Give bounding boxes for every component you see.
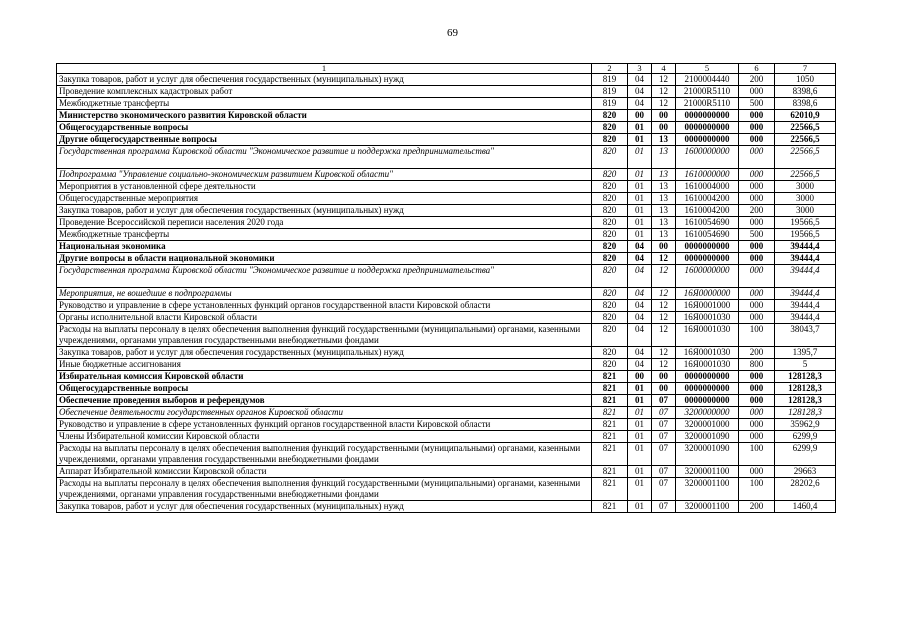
header-cell-5: 5 xyxy=(676,64,739,74)
row-subsection-cell: 13 xyxy=(652,134,676,146)
row-name-cell: Межбюджетные трансферты xyxy=(57,229,592,241)
row-expense-type-cell: 500 xyxy=(739,229,775,241)
row-section-cell: 00 xyxy=(628,110,652,122)
row-subsection-cell: 12 xyxy=(652,359,676,371)
row-admin-code-cell: 821 xyxy=(592,431,628,443)
row-amount-cell: 1460,4 xyxy=(775,501,836,513)
row-amount-cell: 39444,4 xyxy=(775,253,836,265)
row-amount-cell: 39444,4 xyxy=(775,300,836,312)
row-section-cell: 04 xyxy=(628,324,652,347)
row-amount-cell: 8398,6 xyxy=(775,86,836,98)
table-row xyxy=(57,110,836,122)
table-row xyxy=(57,98,836,110)
page-number: 69 xyxy=(447,27,458,39)
row-amount-cell: 39444,4 xyxy=(775,288,836,300)
table-row xyxy=(57,253,836,265)
row-admin-code-cell: 821 xyxy=(592,407,628,419)
header-cell-4: 4 xyxy=(652,64,676,74)
row-name-cell: Закупка товаров, работ и услуг для обеспечения государственных (муниципальных) нужд xyxy=(57,74,592,86)
row-amount-cell: 29663 xyxy=(775,466,836,478)
row-target-article-cell: 21000R5110 xyxy=(676,98,739,110)
table-row xyxy=(57,312,836,324)
row-subsection-cell: 12 xyxy=(652,86,676,98)
table-row xyxy=(57,300,836,312)
row-target-article-cell: 3200001100 xyxy=(676,501,739,513)
row-admin-code-cell: 820 xyxy=(592,205,628,217)
row-admin-code-cell: 821 xyxy=(592,395,628,407)
row-subsection-cell: 07 xyxy=(652,443,676,466)
row-admin-code-cell: 821 xyxy=(592,443,628,466)
row-expense-type-cell: 000 xyxy=(739,253,775,265)
row-expense-type-cell: 000 xyxy=(739,407,775,419)
row-name-cell: Общегосударственные мероприятия xyxy=(57,193,592,205)
row-admin-code-cell: 821 xyxy=(592,478,628,501)
row-expense-type-cell: 100 xyxy=(739,324,775,347)
row-amount-cell: 39444,4 xyxy=(775,241,836,253)
row-subsection-cell: 12 xyxy=(652,347,676,359)
row-amount-cell: 3000 xyxy=(775,181,836,193)
row-expense-type-cell: 000 xyxy=(739,217,775,229)
row-expense-type-cell: 000 xyxy=(739,241,775,253)
row-admin-code-cell: 820 xyxy=(592,134,628,146)
row-target-article-cell: 16Я0001000 xyxy=(676,300,739,312)
row-admin-code-cell: 820 xyxy=(592,241,628,253)
row-expense-type-cell: 000 xyxy=(739,181,775,193)
row-section-cell: 01 xyxy=(628,122,652,134)
row-name-cell: Подпрограмма "Управление социально-экономическим развитием Кировской области" xyxy=(57,169,592,181)
row-amount-cell: 6299,9 xyxy=(775,443,836,466)
row-expense-type-cell: 000 xyxy=(739,466,775,478)
row-subsection-cell: 13 xyxy=(652,205,676,217)
table-row xyxy=(57,288,836,300)
row-name-cell: Министерство экономического развития Кировской области xyxy=(57,110,592,122)
row-subsection-cell: 07 xyxy=(652,501,676,513)
row-amount-cell: 28202,6 xyxy=(775,478,836,501)
row-admin-code-cell: 819 xyxy=(592,74,628,86)
row-target-article-cell: 16Я0000000 xyxy=(676,288,739,300)
row-target-article-cell: 1600000000 xyxy=(676,265,739,288)
row-target-article-cell: 3200000000 xyxy=(676,407,739,419)
row-subsection-cell: 00 xyxy=(652,371,676,383)
header-cell-1: 1 xyxy=(57,64,592,74)
row-admin-code-cell: 820 xyxy=(592,265,628,288)
row-section-cell: 01 xyxy=(628,478,652,501)
row-name-cell: Другие вопросы в области национальной экономики xyxy=(57,253,592,265)
row-target-article-cell: 1610000000 xyxy=(676,169,739,181)
row-target-article-cell: 0000000000 xyxy=(676,395,739,407)
row-admin-code-cell: 821 xyxy=(592,371,628,383)
row-expense-type-cell: 000 xyxy=(739,371,775,383)
row-section-cell: 04 xyxy=(628,265,652,288)
row-section-cell: 01 xyxy=(628,193,652,205)
row-subsection-cell: 13 xyxy=(652,229,676,241)
row-subsection-cell: 07 xyxy=(652,431,676,443)
row-name-cell: Иные бюджетные ассигнования xyxy=(57,359,592,371)
row-name-cell: Расходы на выплаты персоналу в целях обеспечения выполнения функций государственными (муниципальными) органами, казенными учреждениями, органами управления государственными внебюджетными фондами xyxy=(57,443,592,466)
row-target-article-cell: 3200001100 xyxy=(676,466,739,478)
row-subsection-cell: 12 xyxy=(652,74,676,86)
table-row xyxy=(57,383,836,395)
row-subsection-cell: 12 xyxy=(652,288,676,300)
row-subsection-cell: 07 xyxy=(652,466,676,478)
row-admin-code-cell: 820 xyxy=(592,300,628,312)
row-name-cell: Обеспечение проведения выборов и референдумов xyxy=(57,395,592,407)
table-row xyxy=(57,134,836,146)
row-amount-cell: 3000 xyxy=(775,205,836,217)
row-target-article-cell: 16Я0001030 xyxy=(676,324,739,347)
row-name-cell: Аппарат Избирательной комиссии Кировской области xyxy=(57,466,592,478)
row-section-cell: 01 xyxy=(628,217,652,229)
row-admin-code-cell: 820 xyxy=(592,253,628,265)
row-target-article-cell: 0000000000 xyxy=(676,122,739,134)
row-expense-type-cell: 000 xyxy=(739,169,775,181)
row-amount-cell: 19566,5 xyxy=(775,217,836,229)
table-row xyxy=(57,217,836,229)
row-name-cell: Расходы на выплаты персоналу в целях обеспечения выполнения функций государственными (муниципальными) органами, казенными учреждениями, органами управления государственными внебюджетными фондами xyxy=(57,478,592,501)
row-amount-cell: 128128,3 xyxy=(775,407,836,419)
row-admin-code-cell: 820 xyxy=(592,312,628,324)
row-subsection-cell: 00 xyxy=(652,122,676,134)
row-amount-cell: 39444,4 xyxy=(775,312,836,324)
row-target-article-cell: 16Я0001030 xyxy=(676,312,739,324)
row-subsection-cell: 00 xyxy=(652,241,676,253)
row-subsection-cell: 00 xyxy=(652,110,676,122)
row-subsection-cell: 12 xyxy=(652,265,676,288)
table-row xyxy=(57,146,836,169)
row-subsection-cell: 12 xyxy=(652,312,676,324)
row-expense-type-cell: 800 xyxy=(739,359,775,371)
row-admin-code-cell: 820 xyxy=(592,347,628,359)
row-target-article-cell: 0000000000 xyxy=(676,241,739,253)
row-admin-code-cell: 821 xyxy=(592,466,628,478)
row-target-article-cell: 1610054690 xyxy=(676,229,739,241)
row-amount-cell: 35962,9 xyxy=(775,419,836,431)
table-row xyxy=(57,443,836,466)
row-target-article-cell: 0000000000 xyxy=(676,253,739,265)
row-target-article-cell: 16Я0001030 xyxy=(676,347,739,359)
row-section-cell: 01 xyxy=(628,134,652,146)
row-name-cell: Закупка товаров, работ и услуг для обеспечения государственных (муниципальных) нужд xyxy=(57,501,592,513)
row-name-cell: Члены Избирательной комиссии Кировской области xyxy=(57,431,592,443)
row-admin-code-cell: 819 xyxy=(592,86,628,98)
row-name-cell: Мероприятия, не вошедшие в подпрограммы xyxy=(57,288,592,300)
table-row xyxy=(57,395,836,407)
row-section-cell: 01 xyxy=(628,443,652,466)
row-name-cell: Проведение комплексных кадастровых работ xyxy=(57,86,592,98)
row-section-cell: 04 xyxy=(628,312,652,324)
row-expense-type-cell: 200 xyxy=(739,74,775,86)
row-name-cell: Расходы на выплаты персоналу в целях обеспечения выполнения функций государственными (муниципальными) органами, казенными учреждениями, органами управления государственными внебюджетными фондами xyxy=(57,324,592,347)
row-name-cell: Межбюджетные трансферты xyxy=(57,98,592,110)
row-amount-cell: 22566,5 xyxy=(775,122,836,134)
row-section-cell: 01 xyxy=(628,407,652,419)
table-row xyxy=(57,324,836,347)
budget-table xyxy=(56,63,836,513)
table-row xyxy=(57,265,836,288)
row-target-article-cell: 3200001090 xyxy=(676,431,739,443)
row-name-cell: Органы исполнительной власти Кировской области xyxy=(57,312,592,324)
row-name-cell: Закупка товаров, работ и услуг для обеспечения государственных (муниципальных) нужд xyxy=(57,205,592,217)
row-admin-code-cell: 820 xyxy=(592,169,628,181)
table-row xyxy=(57,229,836,241)
row-admin-code-cell: 820 xyxy=(592,288,628,300)
row-section-cell: 01 xyxy=(628,205,652,217)
row-admin-code-cell: 820 xyxy=(592,217,628,229)
row-name-cell: Избирательная комиссия Кировской области xyxy=(57,371,592,383)
row-amount-cell: 22566,5 xyxy=(775,134,836,146)
row-admin-code-cell: 820 xyxy=(592,229,628,241)
row-admin-code-cell: 820 xyxy=(592,359,628,371)
row-target-article-cell: 3200001100 xyxy=(676,478,739,501)
header-cell-3: 3 xyxy=(628,64,652,74)
table-row xyxy=(57,419,836,431)
row-target-article-cell: 1610004200 xyxy=(676,193,739,205)
row-expense-type-cell: 000 xyxy=(739,134,775,146)
row-admin-code-cell: 820 xyxy=(592,181,628,193)
table-row xyxy=(57,466,836,478)
row-name-cell: Национальная экономика xyxy=(57,241,592,253)
row-expense-type-cell: 200 xyxy=(739,347,775,359)
row-section-cell: 01 xyxy=(628,466,652,478)
header-cell-7: 7 xyxy=(775,64,836,74)
row-amount-cell: 1050 xyxy=(775,74,836,86)
row-expense-type-cell: 000 xyxy=(739,110,775,122)
row-expense-type-cell: 000 xyxy=(739,300,775,312)
table-row xyxy=(57,359,836,371)
row-amount-cell: 22566,5 xyxy=(775,169,836,181)
row-subsection-cell: 13 xyxy=(652,193,676,205)
row-section-cell: 01 xyxy=(628,181,652,193)
row-amount-cell: 19566,5 xyxy=(775,229,836,241)
row-expense-type-cell: 100 xyxy=(739,443,775,466)
row-amount-cell: 3000 xyxy=(775,193,836,205)
row-target-article-cell: 0000000000 xyxy=(676,383,739,395)
row-section-cell: 04 xyxy=(628,347,652,359)
row-subsection-cell: 07 xyxy=(652,407,676,419)
table-row xyxy=(57,205,836,217)
row-target-article-cell: 3200001090 xyxy=(676,443,739,466)
table-row xyxy=(57,74,836,86)
header-cell-6: 6 xyxy=(739,64,775,74)
row-expense-type-cell: 000 xyxy=(739,86,775,98)
row-section-cell: 01 xyxy=(628,395,652,407)
row-amount-cell: 128128,3 xyxy=(775,371,836,383)
row-admin-code-cell: 821 xyxy=(592,419,628,431)
row-admin-code-cell: 821 xyxy=(592,383,628,395)
row-expense-type-cell: 200 xyxy=(739,501,775,513)
row-expense-type-cell: 000 xyxy=(739,122,775,134)
row-amount-cell: 39444,4 xyxy=(775,265,836,288)
row-admin-code-cell: 821 xyxy=(592,501,628,513)
row-amount-cell: 38043,7 xyxy=(775,324,836,347)
row-name-cell: Общегосударственные вопросы xyxy=(57,383,592,395)
table-row xyxy=(57,86,836,98)
row-target-article-cell: 21000R5110 xyxy=(676,86,739,98)
row-amount-cell: 1395,7 xyxy=(775,347,836,359)
row-section-cell: 04 xyxy=(628,98,652,110)
row-target-article-cell: 0000000000 xyxy=(676,371,739,383)
row-section-cell: 01 xyxy=(628,383,652,395)
row-section-cell: 04 xyxy=(628,288,652,300)
row-section-cell: 04 xyxy=(628,359,652,371)
row-section-cell: 01 xyxy=(628,169,652,181)
row-section-cell: 04 xyxy=(628,241,652,253)
row-amount-cell: 128128,3 xyxy=(775,383,836,395)
row-name-cell: Проведение Всероссийской переписи населения 2020 года xyxy=(57,217,592,229)
row-section-cell: 01 xyxy=(628,146,652,169)
table-row xyxy=(57,407,836,419)
table-row xyxy=(57,431,836,443)
row-expense-type-cell: 100 xyxy=(739,478,775,501)
row-name-cell: Мероприятия в установленной сфере деятельности xyxy=(57,181,592,193)
table-row xyxy=(57,347,836,359)
row-expense-type-cell: 000 xyxy=(739,312,775,324)
row-subsection-cell: 00 xyxy=(652,383,676,395)
row-subsection-cell: 13 xyxy=(652,181,676,193)
table-row xyxy=(57,169,836,181)
header-cell-2: 2 xyxy=(592,64,628,74)
row-target-article-cell: 1610054690 xyxy=(676,217,739,229)
row-subsection-cell: 13 xyxy=(652,217,676,229)
row-admin-code-cell: 820 xyxy=(592,110,628,122)
row-subsection-cell: 12 xyxy=(652,324,676,347)
row-expense-type-cell: 000 xyxy=(739,419,775,431)
row-admin-code-cell: 820 xyxy=(592,193,628,205)
row-section-cell: 01 xyxy=(628,431,652,443)
row-name-cell: Обеспечение деятельности государственных органов Кировской области xyxy=(57,407,592,419)
row-target-article-cell: 1610004000 xyxy=(676,181,739,193)
row-section-cell: 01 xyxy=(628,419,652,431)
row-expense-type-cell: 000 xyxy=(739,265,775,288)
row-expense-type-cell: 500 xyxy=(739,98,775,110)
table-row xyxy=(57,193,836,205)
row-amount-cell: 6299,9 xyxy=(775,431,836,443)
table-row xyxy=(57,501,836,513)
row-amount-cell: 8398,6 xyxy=(775,98,836,110)
row-subsection-cell: 07 xyxy=(652,419,676,431)
row-amount-cell: 62010,9 xyxy=(775,110,836,122)
row-amount-cell: 5 xyxy=(775,359,836,371)
row-target-article-cell: 3200001000 xyxy=(676,419,739,431)
row-expense-type-cell: 000 xyxy=(739,146,775,169)
row-expense-type-cell: 000 xyxy=(739,383,775,395)
row-expense-type-cell: 000 xyxy=(739,431,775,443)
row-subsection-cell: 13 xyxy=(652,169,676,181)
row-amount-cell: 22566,5 xyxy=(775,146,836,169)
row-subsection-cell: 12 xyxy=(652,253,676,265)
row-name-cell: Государственная программа Кировской области "Экономическое развитие и поддержка предпринимательства" xyxy=(57,265,592,288)
row-subsection-cell: 12 xyxy=(652,98,676,110)
row-subsection-cell: 07 xyxy=(652,395,676,407)
row-target-article-cell: 16Я0001030 xyxy=(676,359,739,371)
table-row xyxy=(57,241,836,253)
row-section-cell: 04 xyxy=(628,253,652,265)
row-amount-cell: 128128,3 xyxy=(775,395,836,407)
table-row xyxy=(57,478,836,501)
row-expense-type-cell: 000 xyxy=(739,288,775,300)
row-admin-code-cell: 819 xyxy=(592,98,628,110)
row-expense-type-cell: 000 xyxy=(739,193,775,205)
row-name-cell: Общегосударственные вопросы xyxy=(57,122,592,134)
row-section-cell: 00 xyxy=(628,371,652,383)
table-row xyxy=(57,122,836,134)
table-row xyxy=(57,181,836,193)
row-target-article-cell: 0000000000 xyxy=(676,110,739,122)
row-target-article-cell: 2100004440 xyxy=(676,74,739,86)
row-section-cell: 01 xyxy=(628,501,652,513)
row-section-cell: 01 xyxy=(628,229,652,241)
row-section-cell: 04 xyxy=(628,86,652,98)
row-name-cell: Закупка товаров, работ и услуг для обеспечения государственных (муниципальных) нужд xyxy=(57,347,592,359)
row-name-cell: Руководство и управление в сфере установленных функций органов государственной власти Кировской области xyxy=(57,300,592,312)
header-row xyxy=(57,64,836,74)
row-expense-type-cell: 000 xyxy=(739,395,775,407)
row-target-article-cell: 0000000000 xyxy=(676,134,739,146)
row-name-cell: Государственная программа Кировской области "Экономическое развитие и поддержка предпринимательства" xyxy=(57,146,592,169)
row-subsection-cell: 07 xyxy=(652,478,676,501)
row-expense-type-cell: 200 xyxy=(739,205,775,217)
table-body xyxy=(57,64,836,513)
table-row xyxy=(57,371,836,383)
row-name-cell: Другие общегосударственные вопросы xyxy=(57,134,592,146)
row-name-cell: Руководство и управление в сфере установленных функций органов государственной власти Кировской области xyxy=(57,419,592,431)
row-target-article-cell: 1600000000 xyxy=(676,146,739,169)
row-admin-code-cell: 820 xyxy=(592,324,628,347)
row-subsection-cell: 12 xyxy=(652,300,676,312)
row-subsection-cell: 13 xyxy=(652,146,676,169)
row-admin-code-cell: 820 xyxy=(592,146,628,169)
row-section-cell: 04 xyxy=(628,300,652,312)
row-admin-code-cell: 820 xyxy=(592,122,628,134)
row-section-cell: 04 xyxy=(628,74,652,86)
row-target-article-cell: 1610004200 xyxy=(676,205,739,217)
